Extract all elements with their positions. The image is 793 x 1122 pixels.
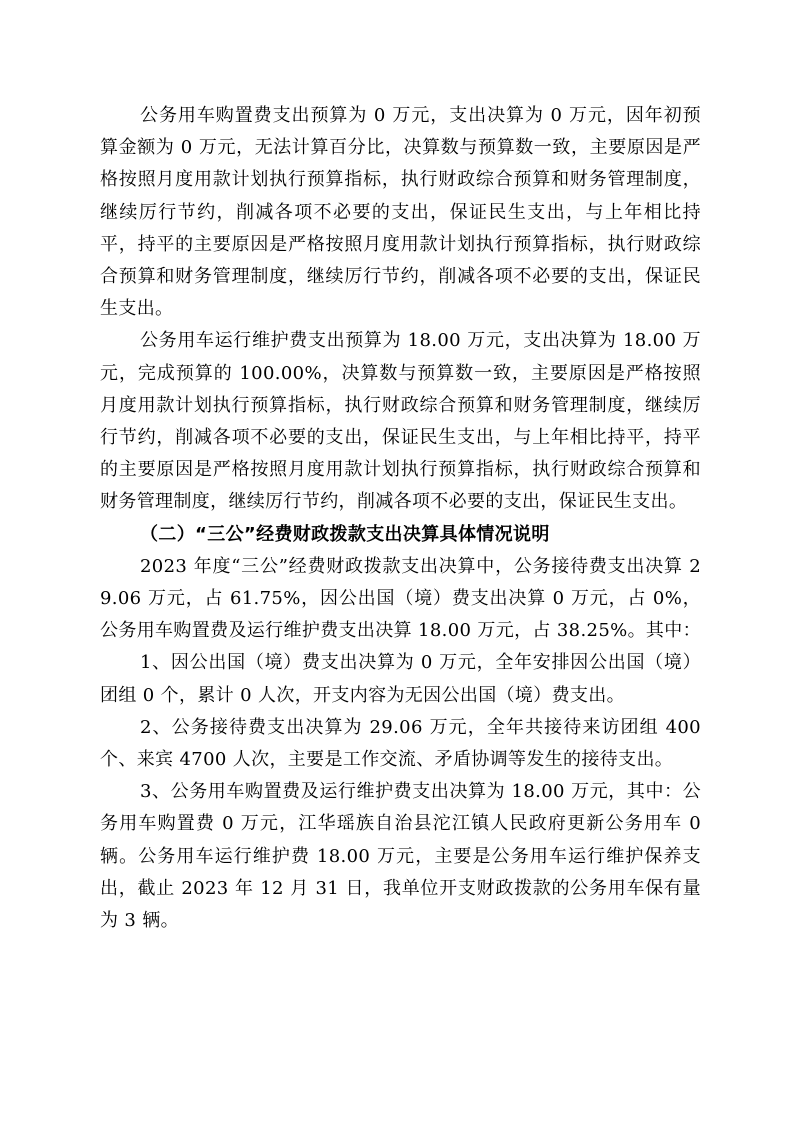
paragraph-vehicle-purchase: 公务用车购置费支出预算为 0 万元，支出决算为 0 万元，因年初预算金额为 0 万元，无法计算百分比，决算数与预算数一致，主要原因是严格按照月度用款计划执行预算指标，执行财政综合预算和财务管理制度，继续厉行节约，削减各项不必要的支出，保证民生支出，与上年相比持平，持平的主要原因是严格按照月度用款计划执行预算指标，执行财政综合预算和财务管理制度，继续厉行节约，削减各项不必要的支出，保证民生支出。 [100, 105, 701, 320]
paragraph-three-public-summary: 2023 年度“三公”经费财政拨款支出决算中，公务接待费支出决算 29.06 万元，占 61.75%，因公出国（境）费支出决算 0 万元，占 0%，公务用车购置费及运行维护费支出决算 18.00 万元，占 38.25%。其中： [100, 555, 701, 642]
paragraph-reception: 2、公务接待费支出决算为 29.06 万元，全年共接待来访团组 400 个、来宾 4700 人次，主要是工作交流、矛盾协调等发生的接待支出。 [100, 716, 701, 771]
section-heading: （二）“三公”经费财政拨款支出决算具体情况说明 [140, 523, 550, 545]
paragraph-vehicle-maintenance: 公务用车运行维护费支出预算为 18.00 万元，支出决算为 18.00 万元，完成预算的 100.00%，决算数与预算数一致，主要原因是严格按照月度用款计划执行预算指标，执行财政综合预算和财务管理制度，继续厉行节约，削减各项不必要的支出，保证民生支出，与上年相比持平，持平的主要原因是严格按照月度用款计划执行预算指标，执行财政综合预算和财务管理制度，继续厉行节约，削减各项不必要的支出，保证民生支出。 [100, 330, 701, 513]
paragraph-vehicles: 3、公务用车购置费及运行维护费支出决算为 18.00 万元，其中：公务用车购置费 0 万元，江华瑶族自治县沱江镇人民政府更新公务用车 0 辆。公务用车运行维护费 18.00 万元，主要是公务用车运行维护保养支出，截止 2023 年 12 月 31 日，我单位开支财政拨款的公务用车保有量为 3 辆。 [100, 781, 701, 932]
paragraph-overseas-trips: 1、因公出国（境）费支出决算为 0 万元，全年安排因公出国（境）团组 0 个，累计 0 人次，开支内容为无因公出国（境）费支出。 [100, 652, 701, 706]
